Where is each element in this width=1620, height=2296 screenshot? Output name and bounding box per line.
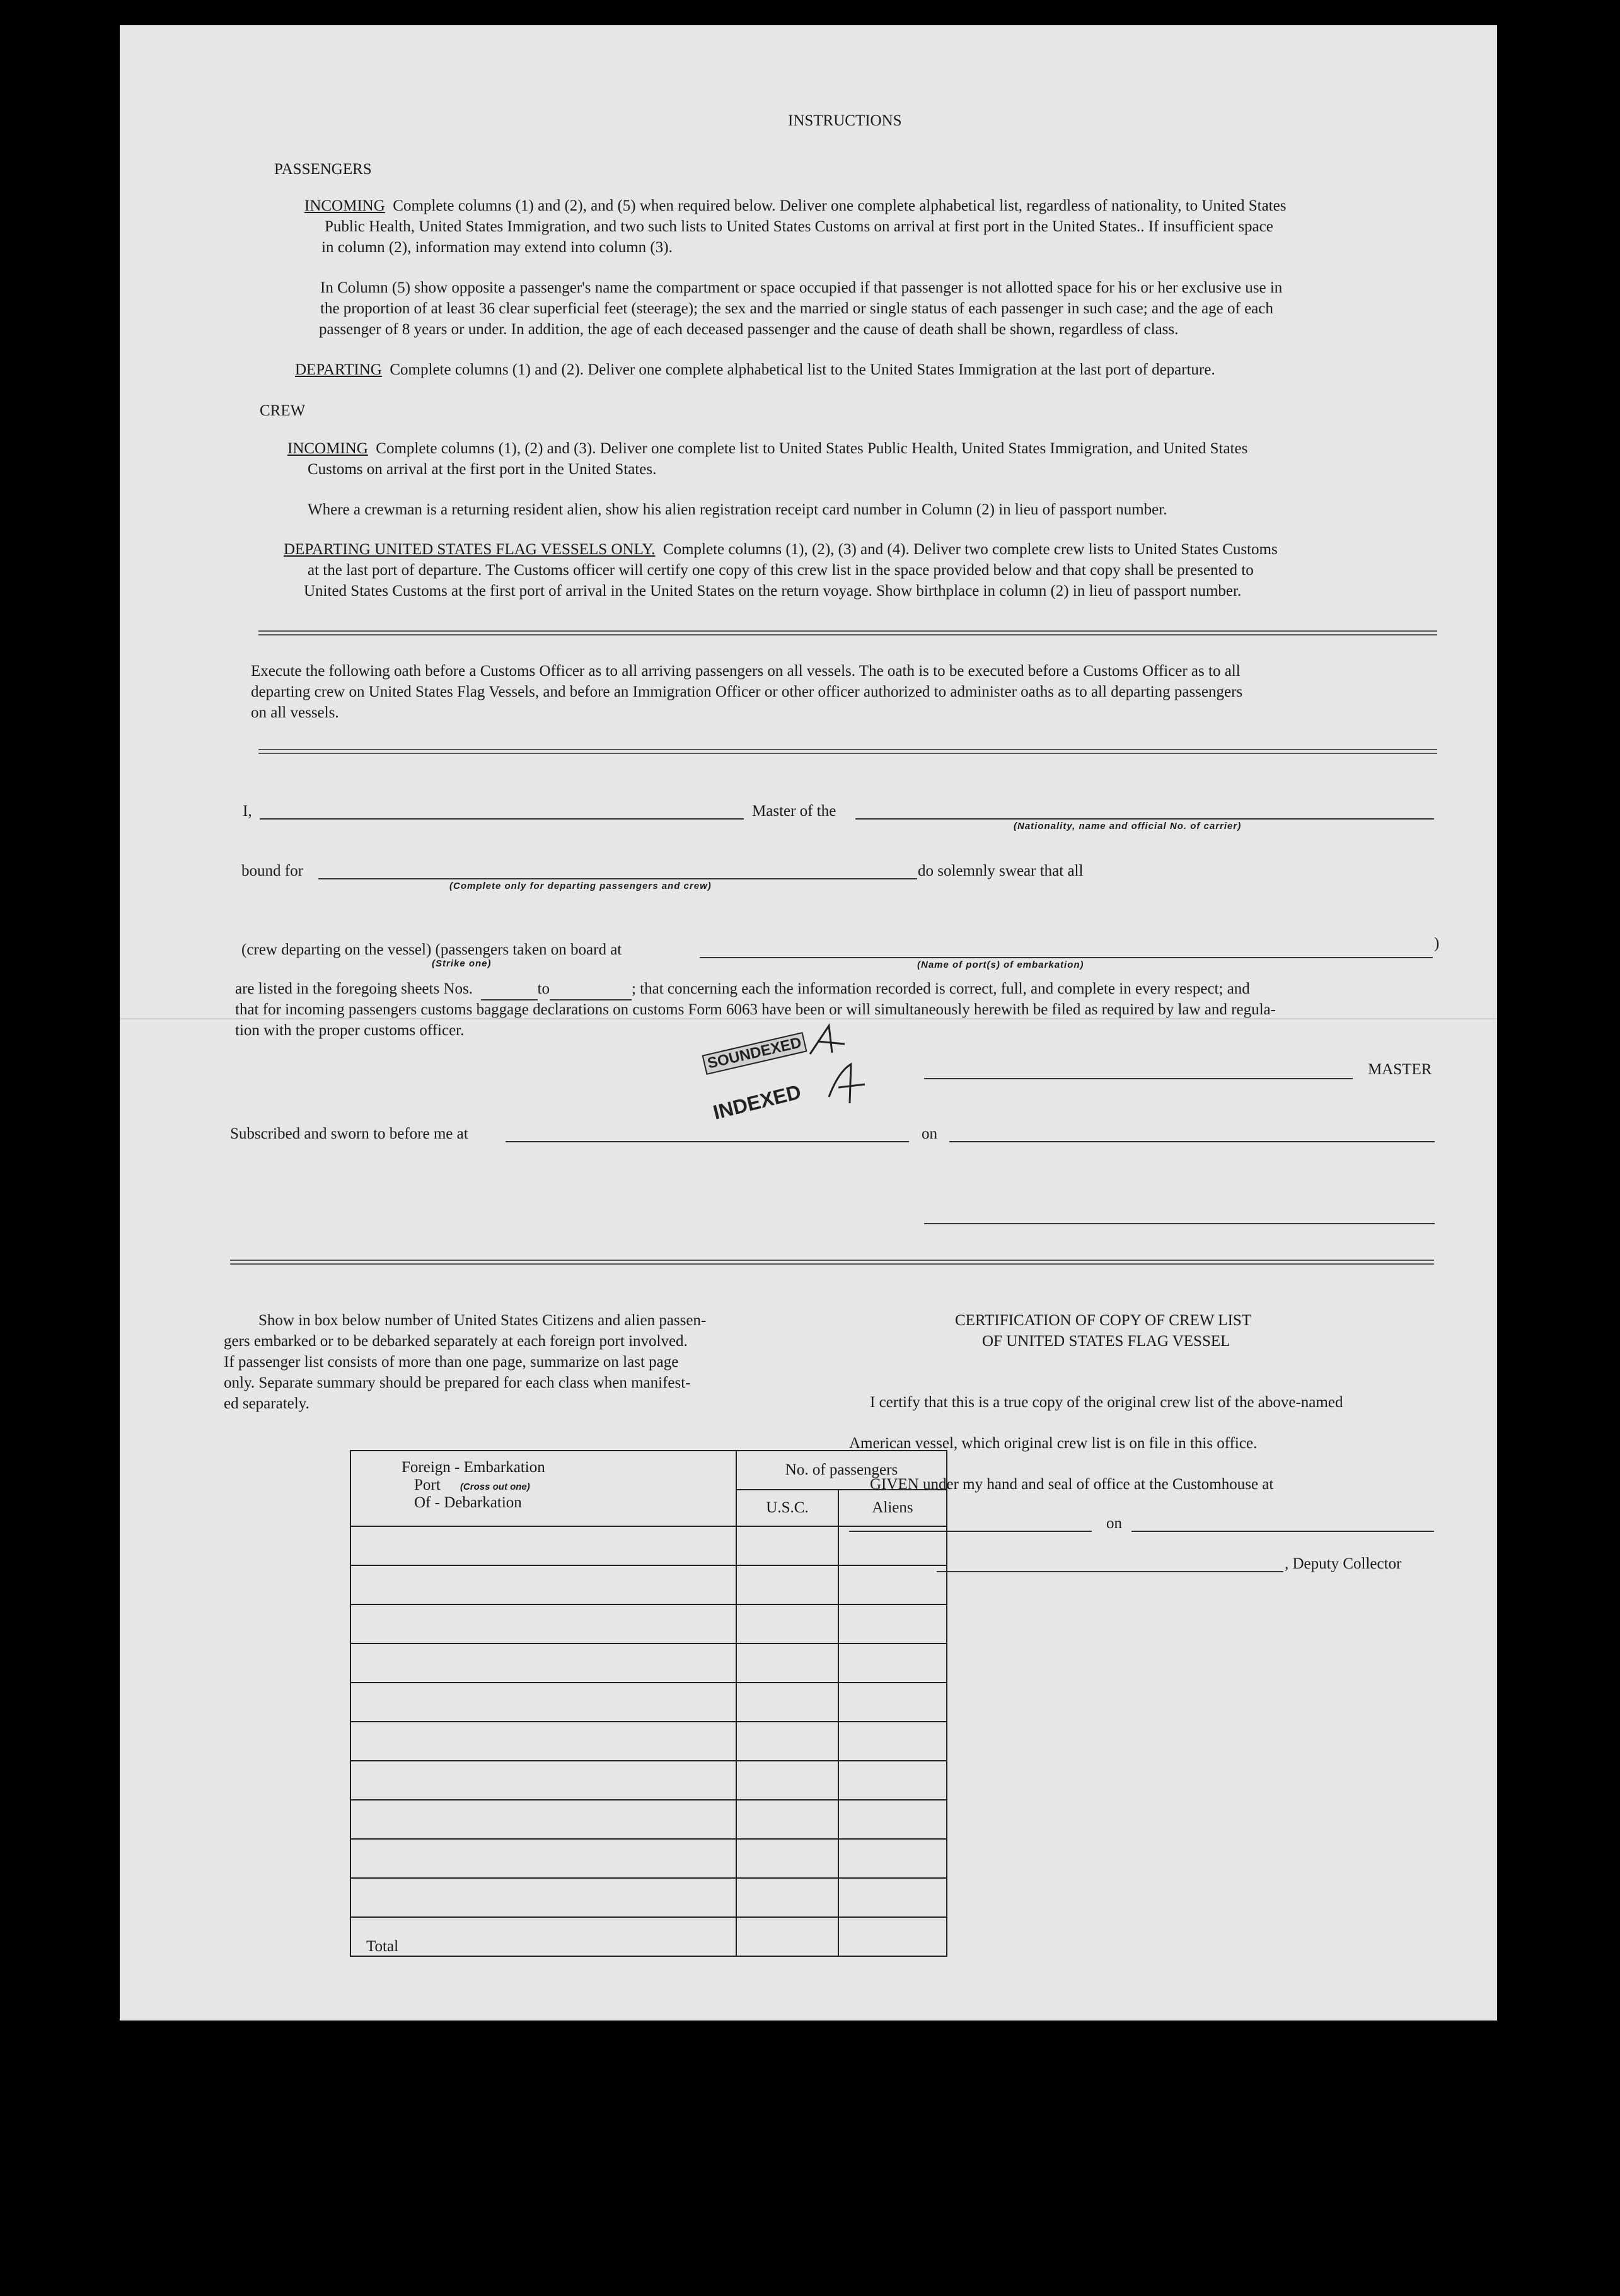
- divider-3: [230, 1260, 1434, 1265]
- oath-intro-line-2: departing crew on United States Flag Vessels, and before an Immigration Officer or other officer authorized to administer oaths as to all departing passengers: [251, 683, 1243, 700]
- usc-cell[interactable]: [736, 1761, 838, 1800]
- summary-line-4: only. Separate summary should be prepared for each class when manifest-: [224, 1374, 691, 1391]
- cross-out-caption: (Cross out one): [460, 1481, 530, 1492]
- usc-cell[interactable]: [736, 1878, 838, 1917]
- port-header-line-2: Port: [414, 1476, 441, 1493]
- table-row: [350, 1683, 947, 1722]
- usc-cell[interactable]: [736, 1683, 838, 1722]
- given-on-label: on: [1106, 1515, 1122, 1532]
- passengers-heading: PASSENGERS: [274, 161, 372, 178]
- usc-cell[interactable]: [736, 1839, 838, 1878]
- deputy-signature-field[interactable]: [937, 1571, 1283, 1572]
- port-cell[interactable]: [350, 1604, 736, 1644]
- sworn-place-field[interactable]: [506, 1141, 909, 1142]
- sworn-on-label: on: [922, 1125, 937, 1142]
- usc-header: U.S.C.: [736, 1490, 838, 1526]
- table-row: [350, 1878, 947, 1917]
- soundexed-stamp: SOUNDEXED: [702, 1032, 807, 1075]
- aliens-header: Aliens: [838, 1490, 947, 1526]
- carrier-field[interactable]: [855, 818, 1434, 820]
- certification-title-1: CERTIFICATION OF COPY OF CREW LIST: [955, 1312, 1252, 1329]
- listed-line-2: that for incoming passengers customs baggage declarations on customs Form 6063 have been or will simultaneously herewith be filed as required by law and regula-: [235, 1001, 1276, 1018]
- master-signature-field[interactable]: [924, 1078, 1353, 1079]
- usc-cell[interactable]: [736, 1565, 838, 1604]
- aliens-cell[interactable]: [838, 1878, 947, 1917]
- master-of-the-label: Master of the: [752, 803, 836, 820]
- port-cell[interactable]: [350, 1722, 736, 1761]
- port-field[interactable]: [700, 957, 1433, 958]
- usc-cell[interactable]: [736, 1644, 838, 1683]
- certification-date-field[interactable]: [1131, 1531, 1434, 1532]
- crew-incoming-line-1: INCOMING Complete columns (1), (2) and (3). Deliver one complete list to United States Public Health, United States Immigration, and United States: [287, 440, 1248, 457]
- table-row: [350, 1565, 947, 1604]
- summary-line-5: ed separately.: [224, 1395, 310, 1412]
- port-cell[interactable]: [350, 1800, 736, 1839]
- port-cell[interactable]: [350, 1878, 736, 1917]
- no-passengers-header: No. of passengers: [736, 1451, 947, 1490]
- summary-line-3: If passenger list consists of more than one page, summarize on last page: [224, 1354, 679, 1371]
- column5-line-2: the proportion of at least 36 clear superficial feet (steerage); the sex and the married or single status of each passenger in such case; and the age of each: [320, 300, 1273, 317]
- passengers-departing-line: DEPARTING Complete columns (1) and (2). Deliver one complete alphabetical list to the United States Immigration at the last port of departure.: [295, 361, 1215, 378]
- aliens-cell[interactable]: [838, 1604, 947, 1644]
- column5-line-3: passenger of 8 years or under. In addition, the age of each deceased passenger and the cause of death shall be shown, regardless of class.: [319, 321, 1179, 338]
- crew-alien-text: Where a crewman is a returning resident alien, show his alien registration receipt card number in Column (2) in lieu of passport number.: [308, 501, 1167, 518]
- passenger-summary-table: [350, 1450, 947, 1957]
- oath-i-label: I,: [243, 803, 252, 820]
- table-row: [350, 1644, 947, 1683]
- listed-line-1: are listed in the foregoing sheets Nos. to ; that concerning each the information recorded is correct, full, and complete in every respect; and: [235, 978, 1250, 1000]
- master-label: MASTER: [1368, 1061, 1432, 1078]
- certify-line-2: American vessel, which original crew list is on file in this office.: [849, 1435, 1258, 1452]
- certification-title-2: OF UNITED STATES FLAG VESSEL: [982, 1333, 1230, 1350]
- aliens-cell[interactable]: [838, 1644, 947, 1683]
- bound-for-field[interactable]: [318, 878, 917, 879]
- port-cell[interactable]: [350, 1644, 736, 1683]
- port-header: [350, 1451, 736, 1526]
- table-row: [350, 1800, 947, 1839]
- crew-departing-line-1: DEPARTING UNITED STATES FLAG VESSELS ONLY. Complete columns (1), (2), (3) and (4). Deliver two complete crew lists to United States Customs: [284, 541, 1278, 558]
- crew-incoming-line-2: Customs on arrival at the first port in the United States.: [308, 461, 657, 478]
- summary-line-2: gers embarked or to be debarked separately at each foreign port involved.: [224, 1333, 688, 1350]
- instructions-title: INSTRUCTIONS: [788, 112, 902, 129]
- crew-departing-phrase: (crew departing on the vessel) (passengers taken on board at: [241, 941, 622, 958]
- strike-caption: (Strike one): [432, 958, 492, 969]
- table-row: [350, 1761, 947, 1800]
- indexed-stamp: INDEXED: [710, 1080, 804, 1124]
- aliens-cell[interactable]: [838, 1565, 947, 1604]
- port-cell[interactable]: [350, 1565, 736, 1604]
- total-usc-cell[interactable]: [736, 1917, 838, 1956]
- usc-cell[interactable]: [736, 1604, 838, 1644]
- port-cell[interactable]: [350, 1683, 736, 1722]
- divider-1: [258, 630, 1437, 635]
- crew-heading: CREW: [260, 402, 306, 419]
- given-line: GIVEN under my hand and seal of office at the Customhouse at: [870, 1476, 1274, 1493]
- passengers-departing-label: DEPARTING: [295, 361, 382, 378]
- sheet-from-field[interactable]: [481, 978, 538, 1000]
- usc-cell[interactable]: [736, 1722, 838, 1761]
- summary-line-1: Show in box below number of United States Citizens and alien passen-: [258, 1312, 707, 1329]
- sheet-to-field[interactable]: [550, 978, 632, 1000]
- port-header-line-1: Foreign - Embarkation: [402, 1459, 545, 1476]
- certify-line-1: I certify that this is a true copy of the original crew list of the above-named: [870, 1394, 1343, 1411]
- port-cell[interactable]: [350, 1839, 736, 1878]
- aliens-cell[interactable]: [838, 1683, 947, 1722]
- divider-2: [258, 749, 1437, 754]
- table-row: [350, 1722, 947, 1761]
- passengers-incoming-line-2: Public Health, United States Immigration, and two such lists to United States Customs on arrival at first port in the United States.. If insufficient space: [325, 218, 1273, 235]
- port-header-line-3: Of - Debarkation: [414, 1494, 522, 1511]
- port-caption: (Name of port(s) of embarkation): [917, 960, 1084, 970]
- sworn-date-field[interactable]: [949, 1141, 1435, 1142]
- aliens-cell[interactable]: [838, 1761, 947, 1800]
- passengers-incoming-label: INCOMING: [304, 197, 385, 214]
- crew-departing-line-2: at the last port of departure. The Customs officer will certify one copy of this crew list in the space provided below and that copy shall be presented to: [308, 562, 1254, 579]
- usc-cell[interactable]: [736, 1800, 838, 1839]
- master-name-field[interactable]: [260, 818, 744, 820]
- bound-for-label: bound for: [241, 862, 303, 879]
- passengers-incoming-line-3: in column (2), information may extend into column (3).: [321, 239, 673, 256]
- crew-departing-label: DEPARTING UNITED STATES FLAG VESSELS ONLY.: [284, 541, 656, 558]
- aliens-cell[interactable]: [838, 1839, 947, 1878]
- crew-incoming-label: INCOMING: [287, 440, 368, 457]
- total-row: [350, 1917, 947, 1956]
- port-cell[interactable]: [350, 1761, 736, 1800]
- form-page: [120, 25, 1497, 2021]
- listed-line-3: tion with the proper customs officer.: [235, 1022, 465, 1039]
- deputy-collector-label: , Deputy Collector: [1285, 1555, 1402, 1572]
- officer-signature-field[interactable]: [924, 1223, 1435, 1224]
- nationality-caption: (Nationality, name and official No. of carrier): [1014, 821, 1242, 832]
- swear-text: do solemnly swear that all: [918, 862, 1084, 879]
- passengers-incoming-line-1: INCOMING Complete columns (1) and (2), and (5) when required below. Deliver one complete alphabetical list, regardless of nationality, to United States: [304, 197, 1287, 214]
- table-row: [350, 1839, 947, 1878]
- oath-intro-line-1: Execute the following oath before a Customs Officer as to all arriving passengers on all vessels. The oath is to be executed before a Customs Officer as to all: [251, 663, 1241, 680]
- subscribed-label: Subscribed and sworn to before me at: [230, 1125, 468, 1142]
- usc-cell[interactable]: [736, 1526, 838, 1565]
- table-row: [350, 1526, 947, 1565]
- close-paren: ): [1434, 935, 1440, 952]
- initials-mark-1: [807, 1023, 851, 1060]
- aliens-cell[interactable]: [838, 1800, 947, 1839]
- crew-departing-line-3: United States Customs at the first port of arrival in the United States on the return voyage. Show birthplace in column (2) in lieu of passport number.: [304, 583, 1242, 600]
- total-aliens-cell[interactable]: [838, 1917, 947, 1956]
- port-cell[interactable]: [350, 1526, 736, 1565]
- initials-mark-2: [826, 1059, 870, 1110]
- column5-line-1: In Column (5) show opposite a passenger's name the compartment or space occupied if that passenger is not allotted space for his or her exclusive use in: [320, 279, 1283, 296]
- total-label: Total: [350, 1917, 736, 1956]
- complete-caption: (Complete only for departing passengers and crew): [449, 881, 712, 891]
- table-row: [350, 1604, 947, 1644]
- oath-intro-line-3: on all vessels.: [251, 704, 339, 721]
- aliens-cell[interactable]: [838, 1722, 947, 1761]
- aliens-cell[interactable]: [838, 1526, 947, 1565]
